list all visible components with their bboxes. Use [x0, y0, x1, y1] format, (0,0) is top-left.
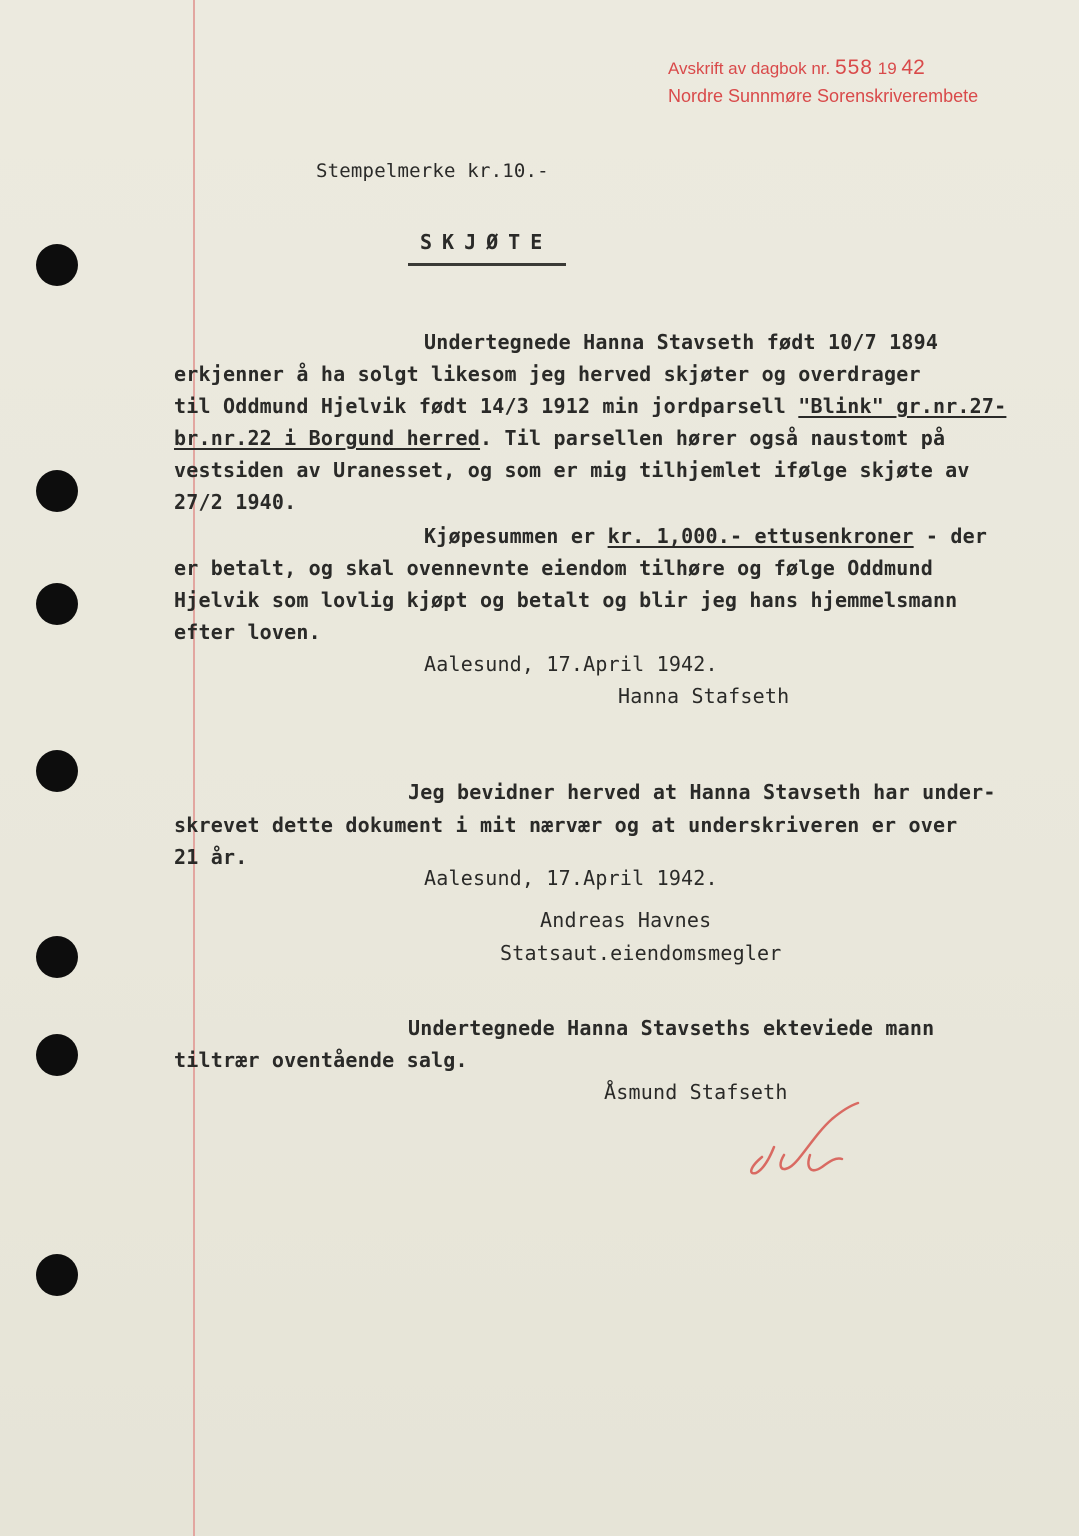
body-line — [174, 426, 945, 450]
seller-signature: Hanna Stafseth — [618, 684, 790, 708]
body-text: - der — [913, 524, 988, 548]
consent-line: tiltrær oventående salg. — [174, 1048, 468, 1072]
punch-hole — [36, 1254, 78, 1296]
punch-hole — [36, 750, 78, 792]
punch-hole — [36, 244, 78, 286]
punch-hole — [36, 583, 78, 625]
punch-hole — [36, 1034, 78, 1076]
husband-signature: Åsmund Stafseth — [604, 1080, 788, 1104]
body-line — [174, 394, 1006, 418]
witness-line: 21 år. — [174, 845, 248, 869]
stamp-year-prefix: 19 — [877, 59, 897, 78]
body-line: vestsiden av Uranesset, og som er mig tilhjemlet ifølge skjøte av — [174, 458, 970, 482]
punch-hole — [36, 470, 78, 512]
document-title: SKJØTE — [420, 230, 553, 254]
witness-name: Andreas Havnes — [540, 908, 712, 932]
margin-rule — [193, 0, 195, 1536]
body-line: er betalt, og skal ovennevnte eiendom tilhøre og følge Oddmund — [174, 556, 933, 580]
body-line: erkjenner å ha solgt likesom jeg herved skjøter og overdrager — [174, 362, 921, 386]
stamp-fee: Stempelmerke kr.10.- — [316, 160, 549, 182]
witness-line: Jeg bevidner herved at Hanna Stavseth har under- — [408, 780, 996, 804]
stamp-prefix: Avskrift av dagbok nr. — [668, 59, 831, 78]
witness-title: Statsaut.eiendomsmegler — [500, 941, 782, 965]
body-line: Undertegnede Hanna Stavseth født 10/7 1894 — [424, 330, 939, 354]
registry-stamp — [668, 56, 925, 80]
witness-line: skrevet dette dokument i mit nærvær og at underskriveren er over — [174, 813, 958, 837]
body-line: Hjelvik som lovlig kjøpt og betalt og blir jeg hans hjemmelsmann — [174, 588, 958, 612]
purchase-sum: kr. 1,000.- ettusenkroner — [607, 524, 914, 548]
stamp-office: Nordre Sunnmøre Sorenskriverembete — [668, 86, 979, 106]
body-text: . Til parsellen hører også naustomt på — [480, 426, 946, 450]
title-underline — [408, 263, 566, 266]
body-line: efter loven. — [174, 620, 321, 644]
property-name: "Blink" gr.nr.27- — [798, 394, 1007, 418]
body-text: til Oddmund Hjelvik født 14/3 1912 min jordparsell — [174, 394, 799, 418]
stamp-year: 42 — [901, 56, 925, 79]
red-initials-mark — [740, 1095, 900, 1185]
body-line — [424, 524, 987, 548]
place-date: Aalesund, 17.April 1942. — [424, 866, 718, 890]
place-date: Aalesund, 17.April 1942. — [424, 652, 718, 676]
body-text: Kjøpesummen er — [424, 524, 608, 548]
stamp-number: 558 — [834, 56, 873, 79]
consent-line: Undertegnede Hanna Stavseths ekteviede mann — [408, 1016, 935, 1040]
property-ref: br.nr.22 i Borgund herred — [174, 426, 481, 450]
body-line: 27/2 1940. — [174, 490, 297, 514]
punch-hole — [36, 936, 78, 978]
